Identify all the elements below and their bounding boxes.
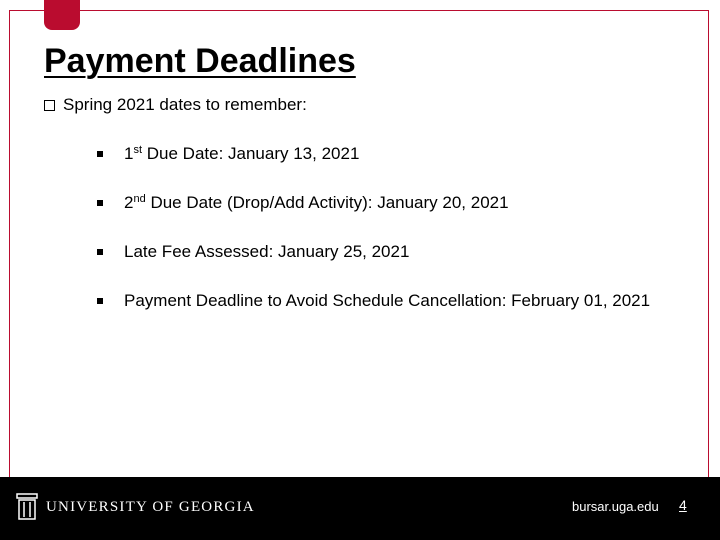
arch-icon	[16, 493, 38, 521]
square-bullet-icon	[97, 298, 103, 304]
item-text: Payment Deadline to Avoid Schedule Cancellation: February 01, 2021	[124, 291, 651, 310]
item-text: 2nd Due Date (Drop/Add Activity): January 20, 2021	[124, 193, 509, 212]
checkbox-icon	[44, 100, 55, 111]
deadline-list	[97, 144, 650, 340]
square-bullet-icon	[97, 200, 103, 206]
square-bullet-icon	[97, 249, 103, 255]
square-bullet-icon	[97, 151, 103, 157]
lead-text: Spring 2021 dates to remember:	[63, 95, 307, 114]
list-item	[97, 291, 650, 340]
footer-bar	[0, 477, 720, 540]
list-item	[97, 242, 650, 291]
list-item	[97, 144, 650, 193]
list-item	[97, 193, 650, 242]
lead-line	[44, 95, 307, 115]
uga-logo	[16, 493, 255, 521]
item-text: 1st Due Date: January 13, 2021	[124, 144, 360, 163]
logo-text: UNIVERSITY OF GEORGIA	[46, 498, 255, 515]
site-url[interactable]: bursar.uga.edu	[572, 499, 659, 514]
accent-tab	[44, 0, 80, 30]
item-text: Late Fee Assessed: January 25, 2021	[124, 242, 410, 261]
page-number: 4	[679, 497, 687, 513]
slide-title: Payment Deadlines	[44, 42, 356, 80]
